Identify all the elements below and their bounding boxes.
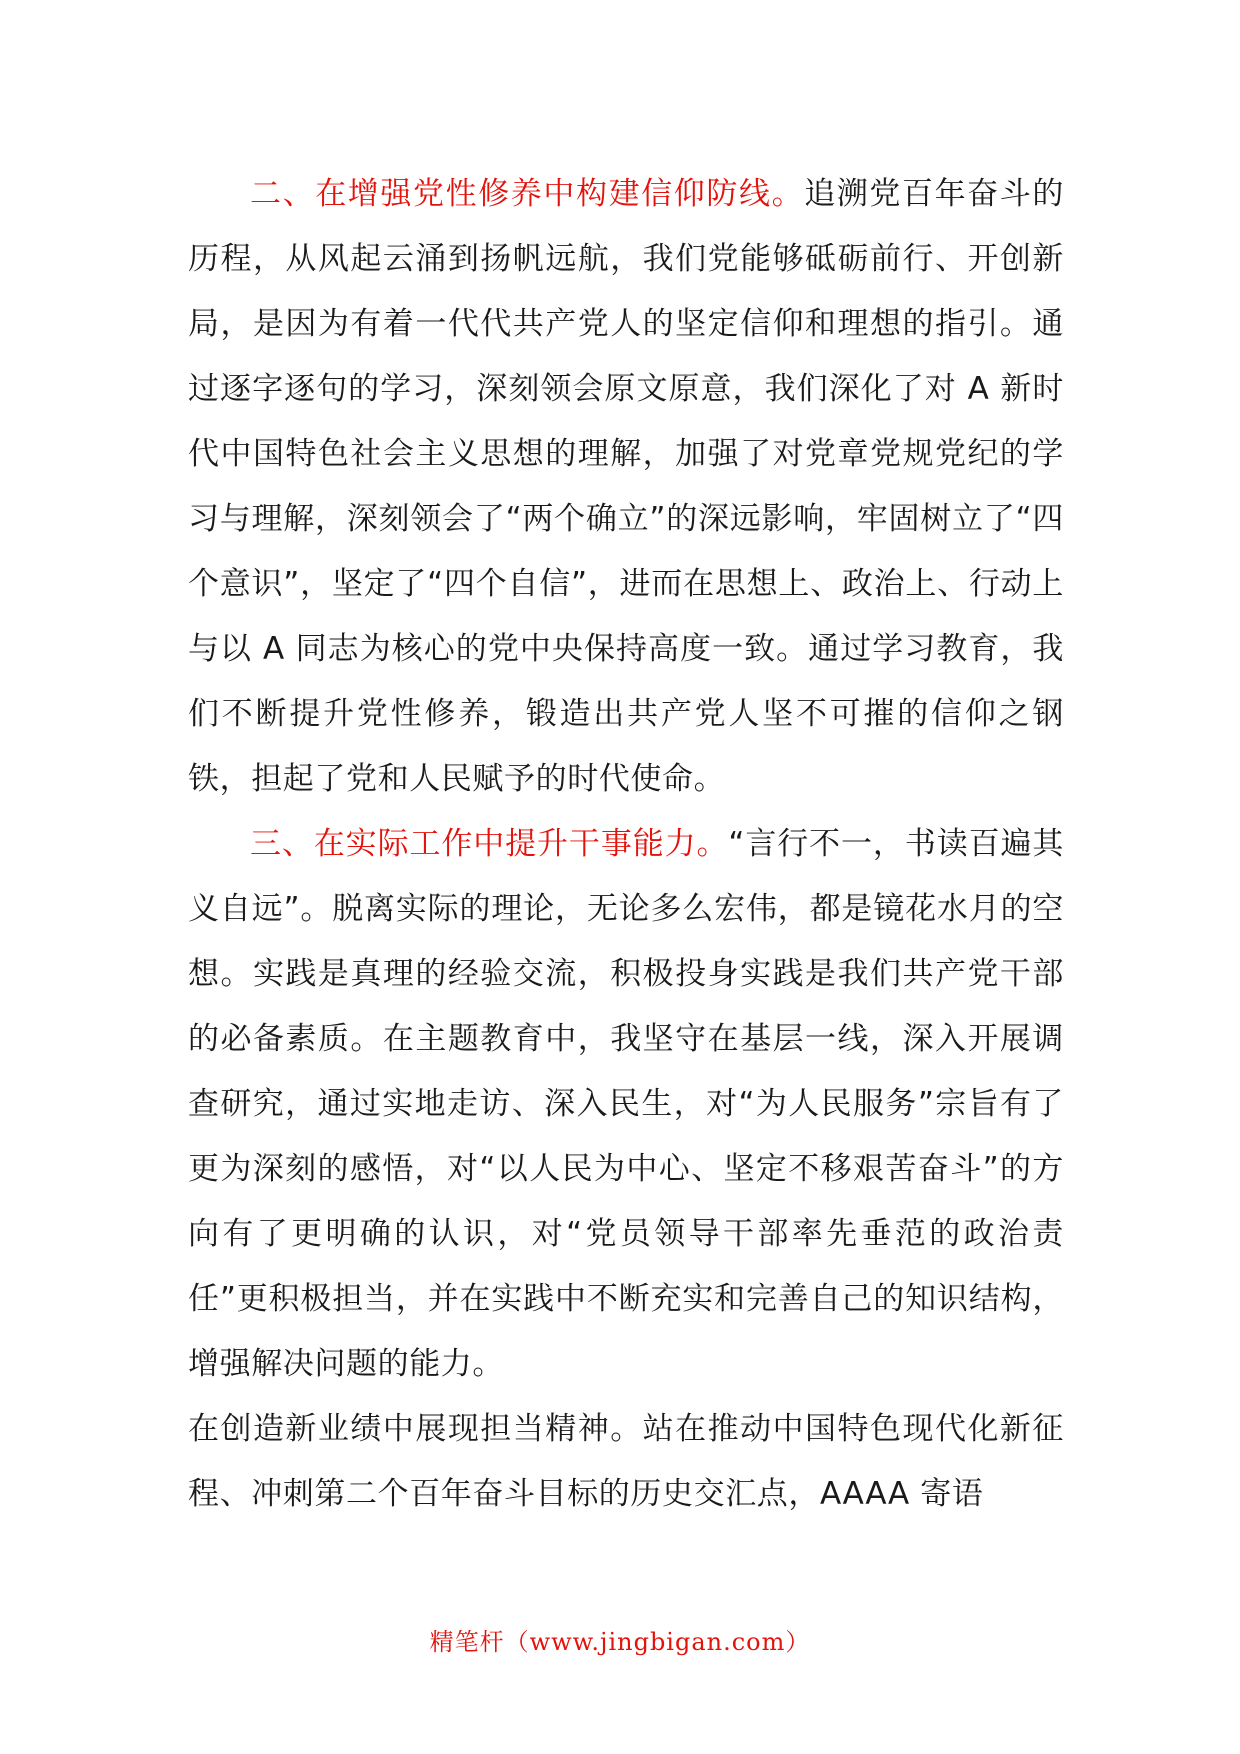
paragraph-section-2 [188, 162, 1064, 812]
paragraph-text: 追溯党百年奋斗的历程，从风起云涌到扬帆远航，我们党能够砥砺前行、开创新局，是因为有着一代代共产党人的坚定信仰和理想的指引。通过逐字逐句的学习，深刻领会原文原意，我们深化了对 A 新时代中国特色社会主义思想的理解，加强了对党章党规党纪的学习与理解，深刻领会了“两个确立”的深远影响，牢固树立了“四个意识”，坚定了“四个自信”，进而在思想上、政治上、行动上与以 A 同志为核心的党中央保持高度一致。通过学习教育，我们不断提升党性修养，锻造出共产党人坚不可摧的信仰之钢铁，担起了党和人民赋予的时代使命。 [188, 176, 1064, 797]
paragraph-text: “言行不一，书读百遍其义自远”。脱离实际的理论，无论多么宏伟，都是镜花水月的空想。实践是真理的经验交流，积极投身实践是我们共产党干部的必备素质。在主题教育中，我坚守在基层一线，深入开展调查研究，通过实地走访、深入民生，对“为人民服务”宗旨有了更为深刻的感悟，对“以人民为中心、坚定不移艰苦奋斗”的方向有了更明确的认识，对“党员领导干部率先垂范的政治责任”更积极担当，并在实践中不断充实和完善自己的知识结构，增强解决问题的能力。 [188, 826, 1064, 1382]
footer-watermark: 精笔杆（www.jingbigan.com） [429, 1628, 811, 1656]
document-body [188, 162, 1064, 1527]
paragraph-continuation [188, 1397, 1064, 1527]
section-heading: 二、在增强党性修养中构建信仰防线。 [250, 176, 805, 212]
paragraph-section-3 [188, 812, 1064, 1397]
paragraph-text: 在创造新业绩中展现担当精神。站在推动中国特色现代化新征程、冲刺第二个百年奋斗目标的历史交汇点，AAAA 寄语 [188, 1411, 1064, 1512]
section-heading: 三、在实际工作中提升干事能力。 [250, 826, 729, 862]
